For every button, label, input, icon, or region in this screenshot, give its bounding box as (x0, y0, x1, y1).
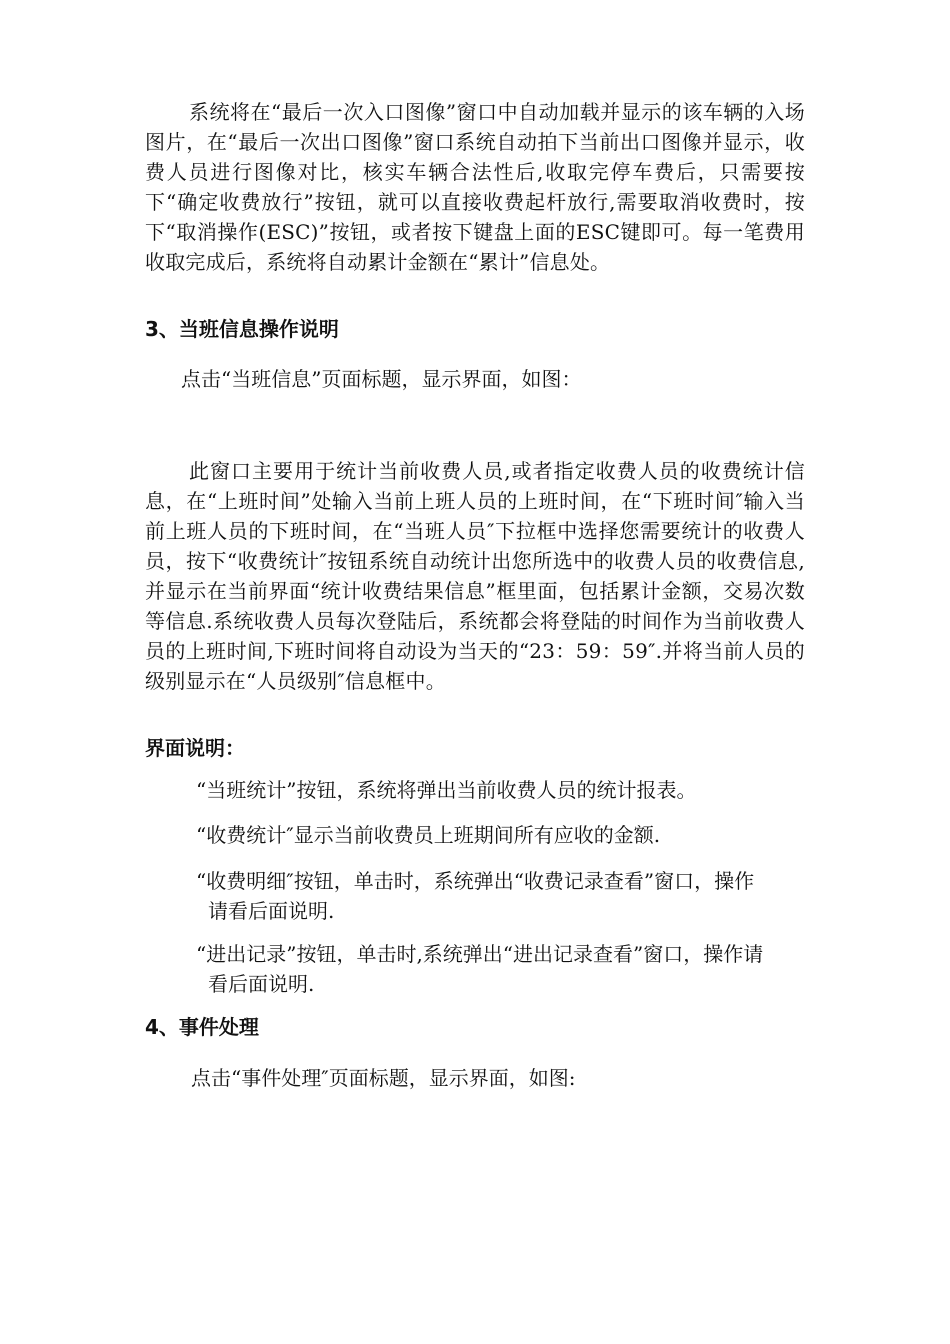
section-heading-event-handling: 4、事件处理 (145, 1015, 259, 1039)
list-item-entry-exit-button (196, 939, 766, 999)
list-item-entry-exit-text: “进出记录”按钮，单击时,系统弹出“进出记录查看”窗口，操作请看后面说明. (196, 942, 764, 996)
paragraph-shift-statistics: 此窗口主要用于统计当前收费人员,或者指定收费人员的收费统计信息，在“上班时间”处输入当前上班人员的上班时间，在“下班时间″输入当前上班人员的下班时间，在“当班人员″下拉框中选择您需要统计的收费人员，按下“收费统计″按钮系统自动统计出您所选中的收费人员的收费信息,并显示在当前界面“统计收费结果信息”框里面，包括累计金额，交易次数等信息.系统收费人员每次登陆后，系统都会将登陆的时间作为当前收费人员的上班时间,下班时间将自动设为当天的“23：59：59″.并将当前人员的级别显示在“人员级别″信息框中。 (145, 459, 805, 693)
list-item-fee-details-text: “收费明细″按钮，单击时，系统弹出“收费记录查看”窗口，操作请看后面说明. (196, 869, 755, 923)
interface-description-heading: 界面说明： (145, 736, 245, 760)
section-heading-shift-info: 3、当班信息操作说明 (145, 317, 339, 341)
click-instruction-event-handling: 点击“事件处理″页面标题，显示界面，如图: (191, 1066, 576, 1090)
list-item-fee-details-button (196, 866, 766, 926)
click-instruction-shift-info: 点击“当班信息”页面标题，显示界面，如图： (181, 367, 582, 391)
list-item-fee-stats: “收费统计″显示当前收费员上班期间所有应收的金额. (196, 823, 661, 847)
paragraph-image-comparison: 系统将在“最后一次入口图像”窗口中自动加载并显示的该车辆的入场图片，在“最后一次出口图像”窗口系统自动拍下当前出口图像并显示，收费人员进行图像对比，核实车辆合法性后,收取完停车费后，只需要按下“确定收费放行”按钮，就可以直接收费起杆放行,需要取消收费时，按下“取消操作(ESC)”按钮，或者按下键盘上面的ESC键即可。每一笔费用收取完成后，系统将自动累计金额在“累计”信息处。 (145, 100, 805, 274)
list-item-shift-stats-button: “当班统计”按钮，系统将弹出当前收费人员的统计报表。 (196, 778, 697, 802)
